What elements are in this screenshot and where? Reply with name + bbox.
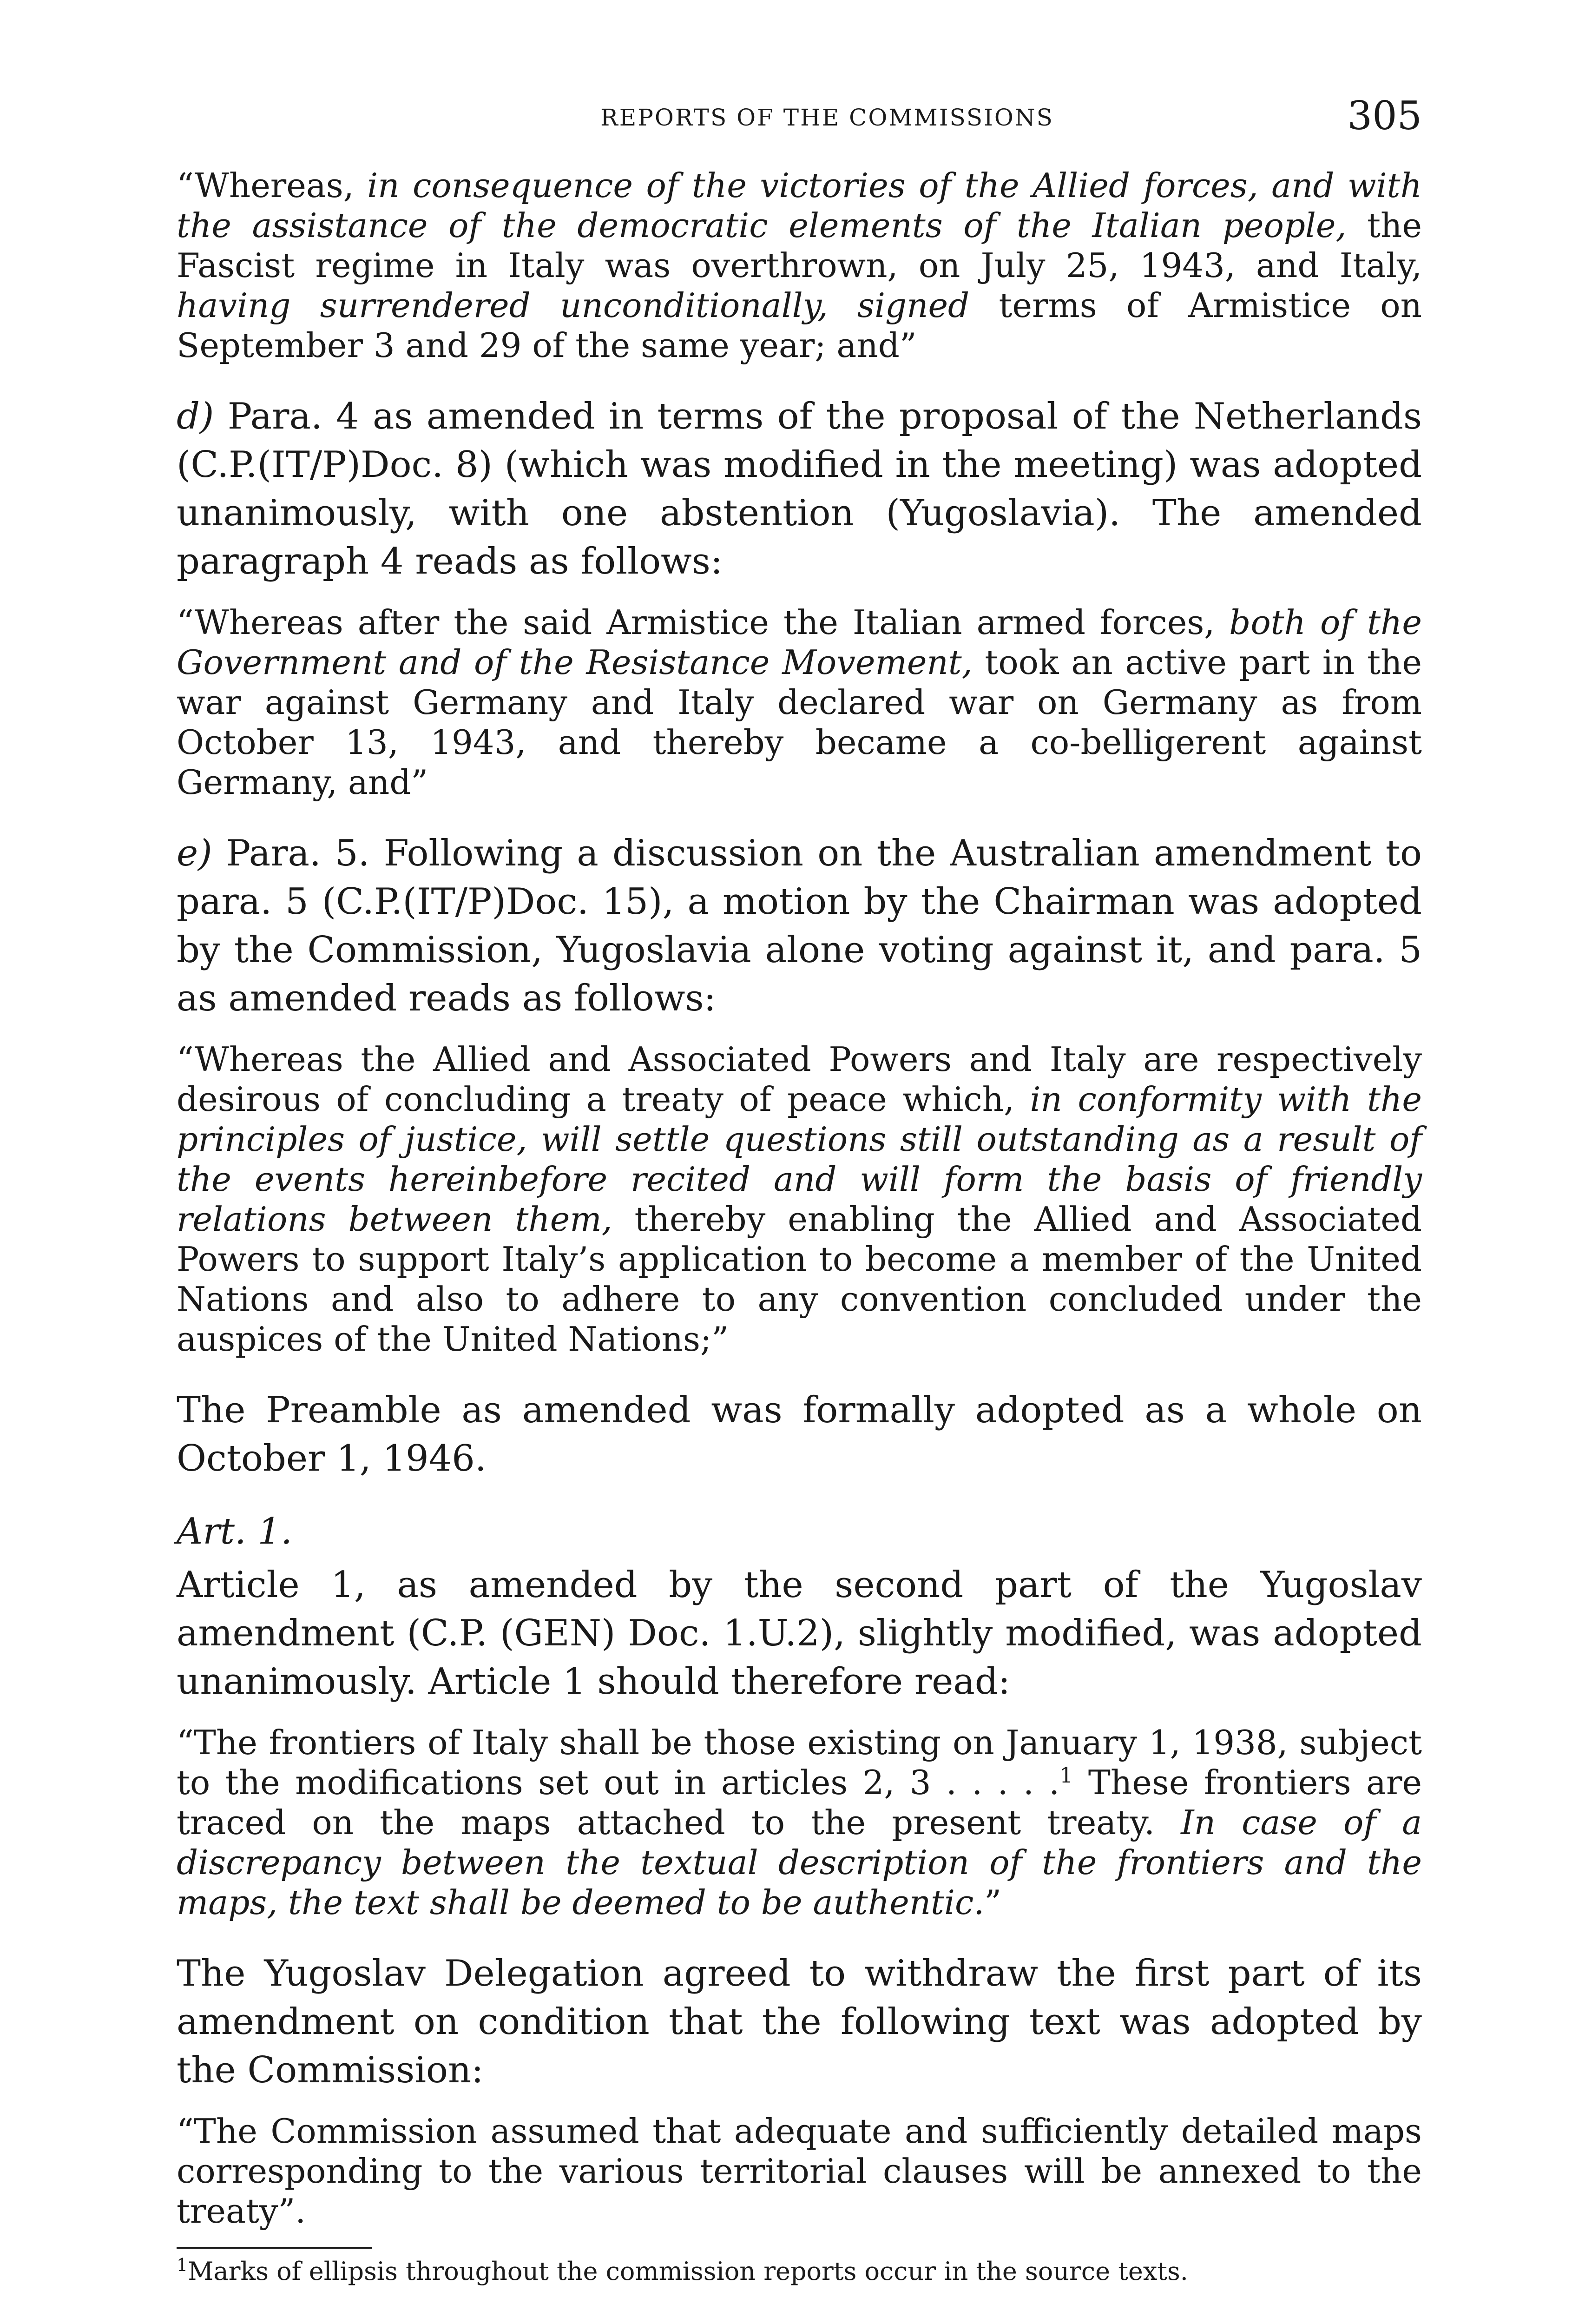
paragraph-article-1: Article 1, as amended by the second part of the Yugoslav amendment (C.P. (GEN) Doc. 1.U.2), slightly modified, was adopted unanimously. Article 1 should therefore read: [177, 1564, 1422, 1703]
text-run: the Fascist regime in Italy was overthrown, on July 25, 1943, and Italy, [177, 206, 1422, 285]
footnote-reference: 1 [1059, 1763, 1073, 1788]
text-run: ” [984, 1883, 1002, 1922]
page [177, 93, 1422, 2288]
quote-article-1 [177, 1723, 1422, 1922]
text-run: These frontiers are traced on the maps attached to the present treaty. [177, 1763, 1422, 1842]
paragraph-preamble-adopted: The Preamble as amended was formally adopted as a whole on October 1, 1946. [177, 1389, 1422, 1479]
text-run: “Whereas, [177, 166, 368, 205]
footnote-marker: 1 [177, 2255, 188, 2275]
running-head: REPORTS OF THE COMMISSIONS [600, 104, 1054, 131]
item-marker: e) [177, 832, 212, 874]
page-number: 305 [1347, 93, 1422, 139]
text-run: “Whereas after the said Armistice the Italian armed forces, [177, 603, 1230, 642]
text-run: took an active part in the war against Germany and Italy declared war on Germany as from October 13, 1943, and thereby became a co-belligerent against Germany, and” [177, 643, 1422, 802]
italic-run: both of the Government and of the Resistance Movement, [177, 603, 1422, 682]
footnote-divider [177, 2247, 372, 2249]
quote-commission-maps: “The Commission assumed that adequate and sufficiently detailed maps corresponding to the various territorial clauses will be annexed to the treaty”. [177, 2112, 1422, 2231]
text-run: “Whereas the Allied and Associated Powers and Italy are respectively desirous of concluding a treaty of peace which, [177, 1040, 1422, 1119]
italic-run: In case of a discrepancy between the textual description of the frontiers and the maps, the text shall be deemed to be authentic. [177, 1803, 1422, 1922]
article-heading: Art. 1. [177, 1511, 292, 1552]
quote-paragraph-5 [177, 1039, 1422, 1359]
paragraph-d [177, 392, 1422, 586]
italic-run: in conformity with the principles of justice, will settle questions still outstanding as a result of the events hereinbefore recited and will form the basis of friendly relations between them, [177, 1080, 1422, 1239]
text-run: terms of Armistice on September 3 and 29 of the same year; and” [177, 286, 1422, 365]
page-header [177, 93, 1422, 149]
italic-run: in consequence of the victories of the Allied forces, and with the assistance of the democratic elements of the Italian people, [177, 166, 1422, 245]
footnote-text: Marks of ellipsis throughout the commission reports occur in the source texts. [188, 2257, 1188, 2286]
footnote [177, 2255, 1422, 2288]
quote-paragraph-armistice [177, 165, 1422, 365]
italic-run: having surrendered unconditionally, signed [177, 286, 970, 325]
text-run: “The frontiers of Italy shall be those existing on January 1, 1938, subject to the modifications set out in articles 2, 3 . . . . . [177, 1723, 1422, 1802]
quote-paragraph-4 [177, 602, 1422, 802]
paragraph-e [177, 829, 1422, 1023]
text-run: thereby enabling the Allied and Associated Powers to support Italy’s application to become a member of the United Nations and also to adhere to any convention concluded under the auspices of the United Nations;” [177, 1200, 1422, 1359]
item-marker: d) [177, 396, 214, 437]
paragraph-yugoslav-delegation: The Yugoslav Delegation agreed to withdraw the first part of its amendment on condition that the following text was adopted by the Commission: [177, 1953, 1422, 2091]
text-run: Para. 5. Following a discussion on the Australian amendment to para. 5 (C.P.(IT/P)Doc. 15), a motion by the Chairman was adopted by the Commission, Yugoslavia alone voting against it, and para. 5 as amended reads as follows: [177, 832, 1422, 1019]
text-run: Para. 4 as amended in terms of the proposal of the Netherlands (C.P.(IT/P)Doc. 8) (which was modified in the meeting) was adopted unanimously, with one abstention (Yugoslavia). The amended paragraph 4 reads as follows: [177, 396, 1422, 582]
